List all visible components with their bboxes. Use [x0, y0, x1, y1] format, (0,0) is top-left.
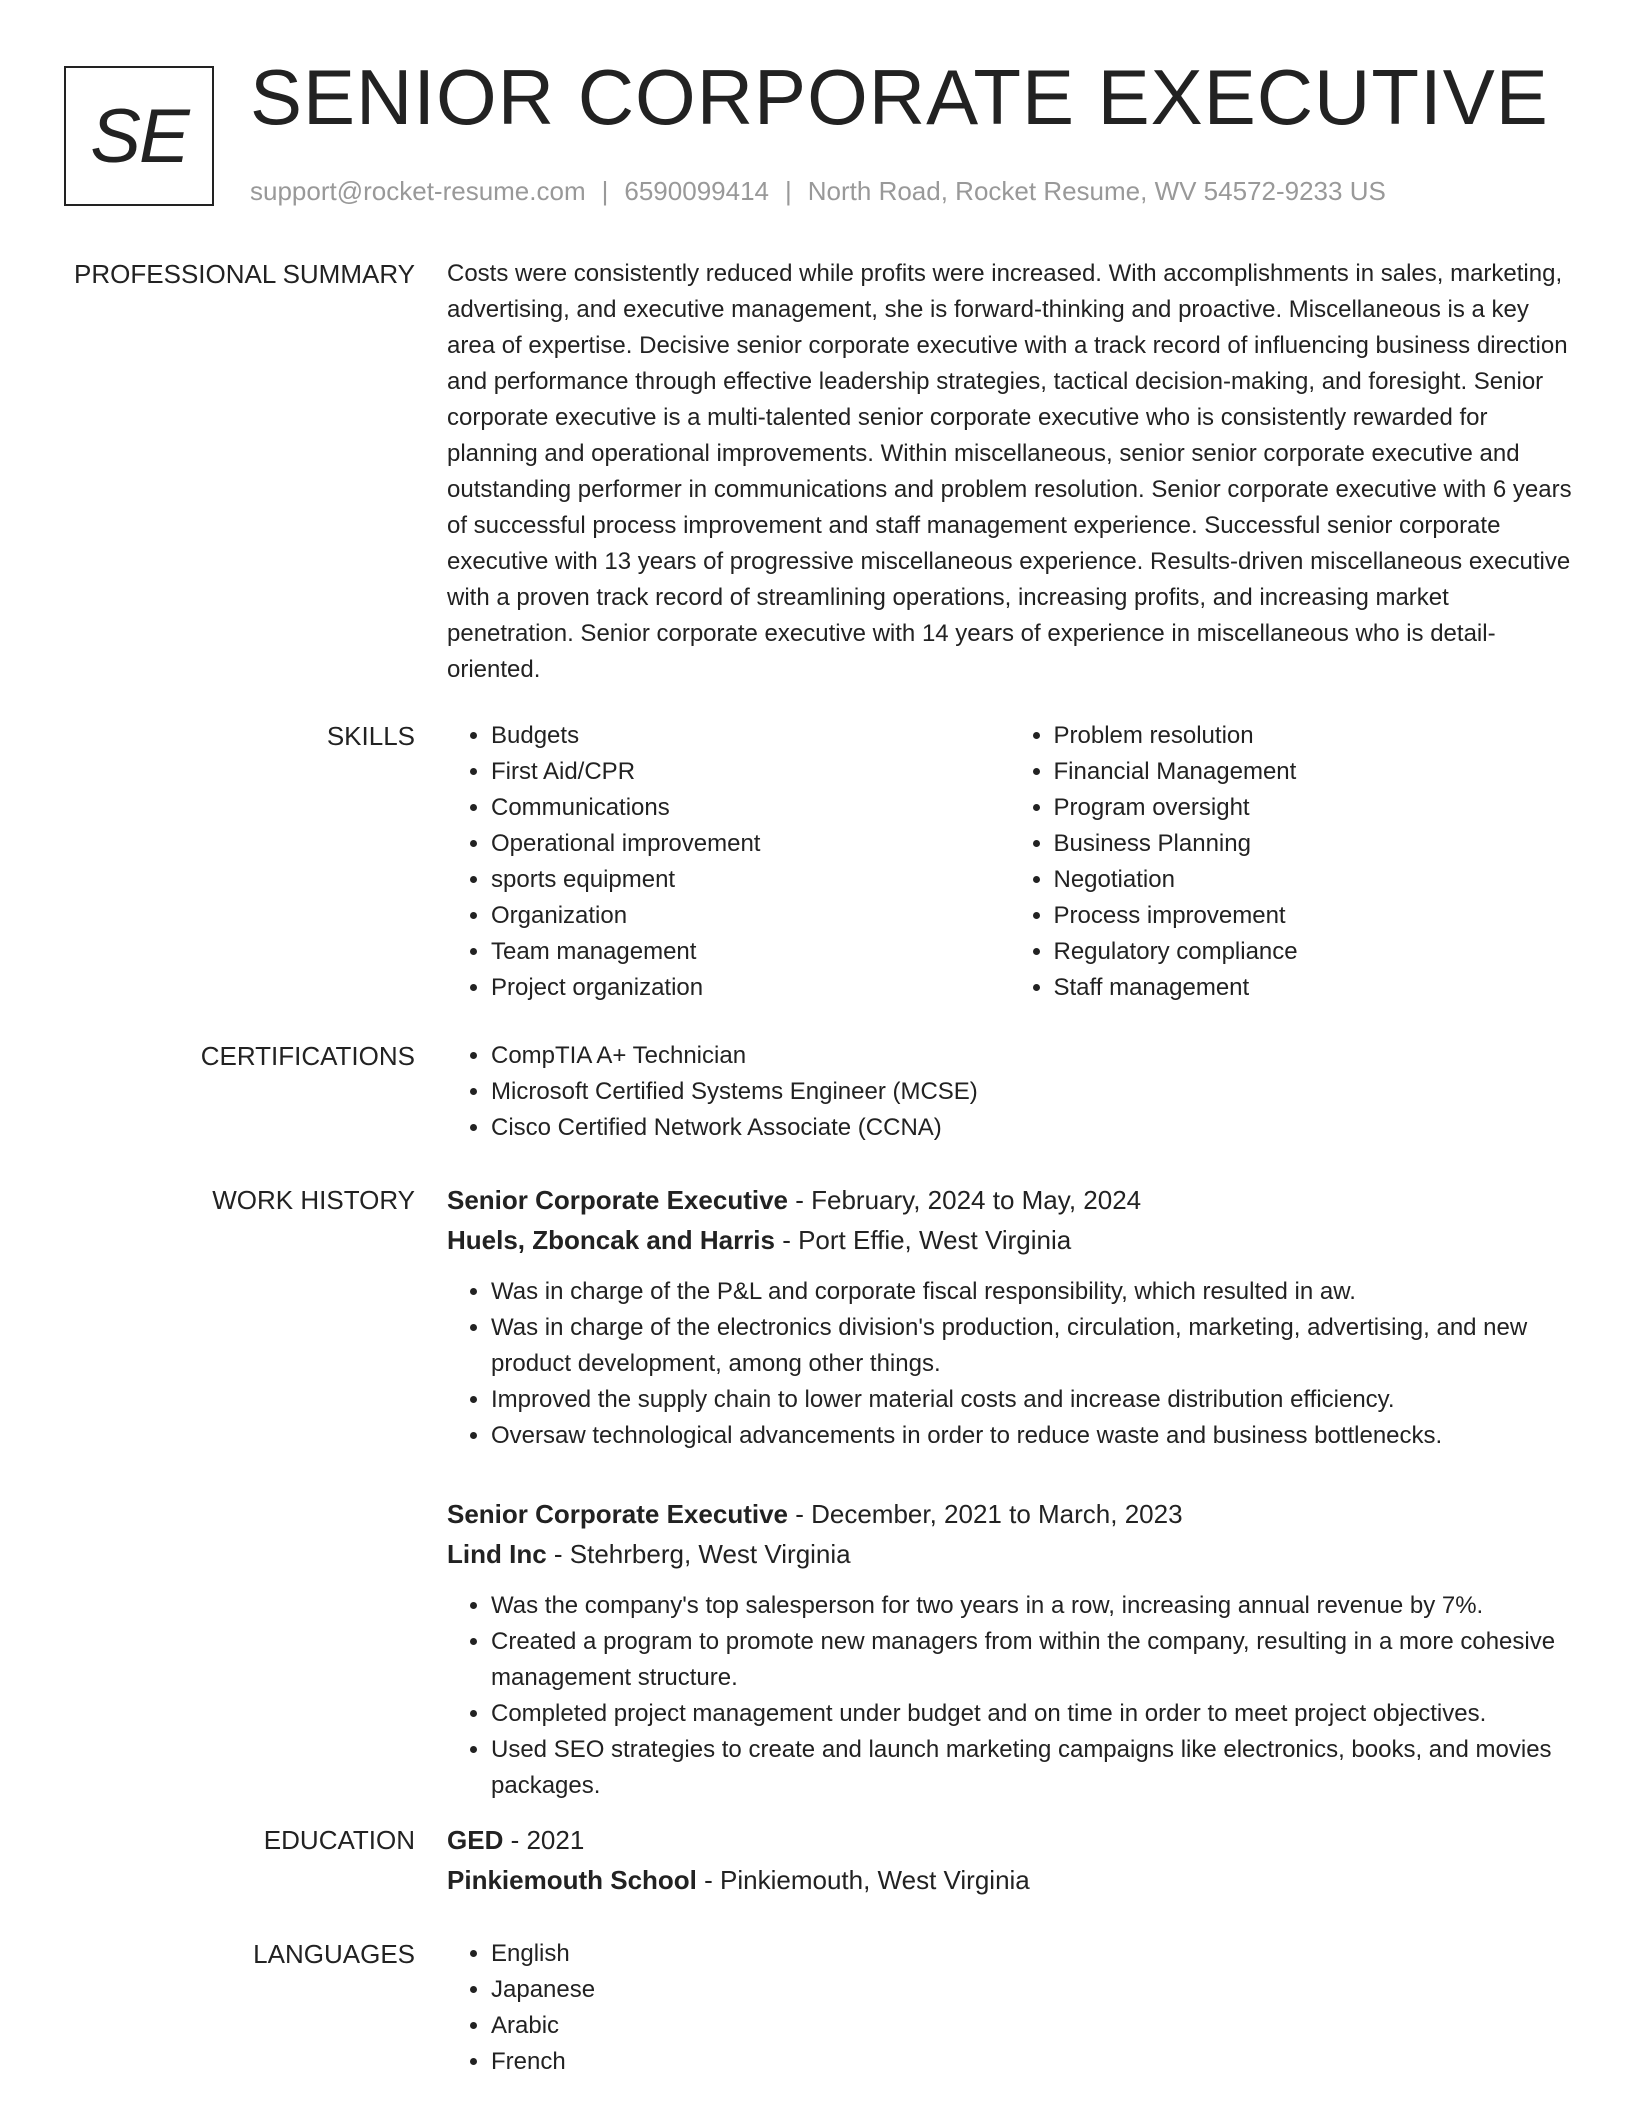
section-body: [447, 1180, 1572, 1844]
skills-list-right: [1010, 718, 1573, 1006]
separator: |: [785, 176, 792, 206]
list-item: • Process improvement: [1054, 898, 1573, 934]
job-entry: [447, 1180, 1572, 1454]
list-item: • Program oversight: [1054, 790, 1573, 826]
job-title: Senior Corporate Executive: [447, 1185, 788, 1215]
list-item: • Cisco Certified Network Associate (CCNA): [491, 1110, 1572, 1146]
list-item: • Business Planning: [1054, 826, 1573, 862]
job-bullets: [447, 1588, 1572, 1804]
list-item: • Improved the supply chain to lower material costs and increase distribution efficiency.: [491, 1382, 1572, 1418]
list-item: • Oversaw technological advancements in order to reduce waste and business bottlenecks.: [491, 1418, 1572, 1454]
list-item: • Staff management: [1054, 970, 1573, 1006]
section-body: [447, 1038, 1572, 1146]
job-dates: - February, 2024 to May, 2024: [788, 1185, 1142, 1215]
section-label: WORK HISTORY: [212, 1185, 415, 1215]
summary-text: Costs were consistently reduced while profits were increased. With accomplishments in sales, marketing, advertising, and executive management, she is forward-thinking and proactive. Miscellaneous is a key area of expertise. Decisive senior corporate executive with a track record of influencing business direction and performance through effective leadership strategies, tactical decision-making, and foresight. Senior corporate executive is a multi-talented senior corporate executive who is consistently rewarded for planning and operational improvements. Within miscellaneous, senior senior corporate executive and outstanding performer in communications and problem resolution. Senior corporate executive with 6 years of successful process improvement and staff management experience. Successful senior corporate executive with 13 years of progressive miscellaneous experience. Results-driven miscellaneous executive with a proven track record of streamlining operations, increasing profits, and increasing market penetration. Senior corporate executive with 14 years of experience in miscellaneous who is detail-oriented.: [447, 260, 1572, 683]
list-item: • English: [491, 1936, 1572, 1972]
list-item: • Was the company's top salesperson for two years in a row, increasing annual revenue by 7%.: [491, 1588, 1572, 1624]
skills-list-left: [447, 718, 1010, 1006]
list-item: • Japanese: [491, 1972, 1572, 2008]
list-item: • CompTIA A+ Technician: [491, 1038, 1572, 1074]
languages-list: [447, 1936, 1572, 2080]
contact-line: [250, 176, 1386, 207]
job-company-line: [447, 1220, 1572, 1260]
list-item: • Regulatory compliance: [1054, 934, 1573, 970]
job-entry: [447, 1494, 1572, 1804]
list-item: • Arabic: [491, 2008, 1572, 2044]
list-item: • Project organization: [491, 970, 1010, 1006]
section-label: EDUCATION: [263, 1825, 415, 1855]
list-item: • Organization: [491, 898, 1010, 934]
list-item: • Communications: [491, 790, 1010, 826]
list-item: • Completed project management under budget and on time in order to meet project objectives.: [491, 1696, 1572, 1732]
section-label: CERTIFICATIONS: [200, 1041, 415, 1071]
section-body: [447, 1936, 1572, 2080]
job-company: Lind Inc: [447, 1539, 547, 1569]
certifications-list: [447, 1038, 1572, 1146]
job-company-line: [447, 1534, 1572, 1574]
address-text: North Road, Rocket Resume, WV 54572-9233 US: [807, 176, 1386, 206]
monogram: SE: [64, 66, 214, 206]
job-location: - Port Effie, West Virginia: [774, 1225, 1072, 1255]
education-degree: GED: [447, 1825, 504, 1855]
list-item: • sports equipment: [491, 862, 1010, 898]
section-body: [447, 1820, 1572, 1900]
section-body: [447, 256, 1572, 688]
list-item: • Used SEO strategies to create and launch marketing campaigns like electronics, books, and movies packages.: [491, 1732, 1572, 1804]
job-title-line: [447, 1180, 1572, 1220]
list-item: • Was in charge of the electronics division's production, circulation, marketing, advertising, and new product development, among other things.: [491, 1310, 1572, 1382]
education-degree-line: [447, 1820, 1572, 1860]
education-location: - Pinkiemouth, West Virginia: [696, 1865, 1030, 1895]
list-item: • Team management: [491, 934, 1010, 970]
list-item: • Financial Management: [1054, 754, 1573, 790]
list-item: • French: [491, 2044, 1572, 2080]
list-item: • First Aid/CPR: [491, 754, 1010, 790]
list-item: • Operational improvement: [491, 826, 1010, 862]
education-year: - 2021: [503, 1825, 585, 1855]
page-title: SENIOR CORPORATE EXECUTIVE: [250, 53, 1549, 141]
job-location: - Stehrberg, West Virginia: [546, 1539, 851, 1569]
phone-text: 6590099414: [624, 176, 769, 206]
section-label: SKILLS: [326, 721, 415, 751]
separator: |: [601, 176, 609, 206]
education-school-line: [447, 1860, 1572, 1900]
email-text: support@rocket-resume.com: [250, 176, 586, 206]
list-item: • Was in charge of the P&L and corporate fiscal responsibility, which resulted in aw.: [491, 1274, 1572, 1310]
job-title-line: [447, 1494, 1572, 1534]
job-title: Senior Corporate Executive: [447, 1499, 788, 1529]
list-item: • Negotiation: [1054, 862, 1573, 898]
skills-grid: [447, 718, 1572, 1006]
section-label: PROFESSIONAL SUMMARY: [74, 259, 415, 289]
job-dates: - December, 2021 to March, 2023: [788, 1499, 1183, 1529]
list-item: • Microsoft Certified Systems Engineer (MCSE): [491, 1074, 1572, 1110]
list-item: • Problem resolution: [1054, 718, 1573, 754]
list-item: • Budgets: [491, 718, 1010, 754]
section-label: LANGUAGES: [253, 1939, 415, 1969]
list-item: • Created a program to promote new managers from within the company, resulting in a more cohesive management structure.: [491, 1624, 1572, 1696]
section-body: [447, 718, 1572, 1006]
job-bullets: [447, 1274, 1572, 1454]
job-company: Huels, Zboncak and Harris: [447, 1225, 775, 1255]
education-school: Pinkiemouth School: [447, 1865, 697, 1895]
